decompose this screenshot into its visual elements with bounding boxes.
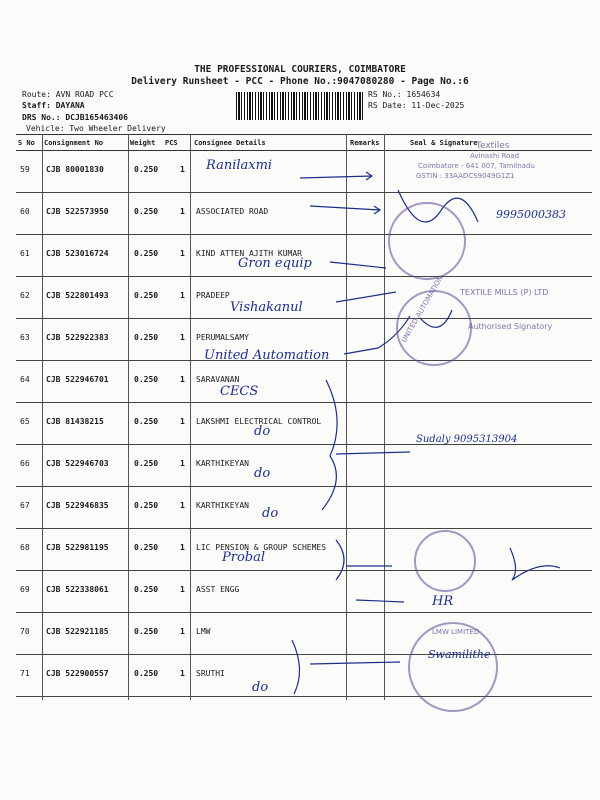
stamp-text: GSTIN : 33AADCS9049G1Z1 <box>416 172 515 180</box>
stamp-text: Textiles <box>476 141 510 151</box>
drs-number: DRS No.: DCJB165463406 <box>22 113 128 122</box>
row-sno: 61 <box>20 249 30 258</box>
row-pcs: 1 <box>180 543 185 552</box>
stamp-text: Authorised Signatory <box>468 322 553 331</box>
col-weight: Weight <box>130 139 156 147</box>
row-consignee: ASST ENGG <box>196 585 240 594</box>
row-sno: 65 <box>20 417 30 426</box>
row-consignment: CJB 522573950 <box>46 207 109 216</box>
row-consignee: SRUTHI <box>196 669 225 678</box>
row-consignee: KARTHIKEYAN <box>196 501 249 510</box>
handwritten-phone: Sudaly 9095313904 <box>416 434 518 445</box>
col-consignment: Consignment No <box>44 139 104 147</box>
row-consignee: PERUMALSAMY <box>196 333 249 342</box>
stamp-text: Avinashi Road <box>470 152 520 160</box>
company-stamp <box>388 202 466 280</box>
staff-label: Staff: DAYANA <box>22 101 85 110</box>
row-weight: 0.250 <box>134 207 159 216</box>
row-sno: 70 <box>20 627 30 636</box>
handwritten-note: Vishakanul <box>230 300 303 315</box>
row-sno: 69 <box>20 585 30 594</box>
handwritten-phone: 9995000383 <box>496 208 566 221</box>
row-weight: 0.250 <box>134 249 159 258</box>
row-pcs: 1 <box>180 459 185 468</box>
handwritten-note: do <box>252 680 269 695</box>
handwritten-note: Probal <box>222 550 266 565</box>
row-consignee: KARTHIKEYAN <box>196 459 249 468</box>
row-weight: 0.250 <box>134 543 159 552</box>
handwritten-note: United Automation <box>204 348 330 363</box>
row-weight: 0.250 <box>134 375 159 384</box>
handwritten-note: Gron equip <box>238 256 312 271</box>
rs-number: RS No.: 1654634 <box>368 90 441 99</box>
row-pcs: 1 <box>180 669 185 678</box>
row-consignment: CJB 522946703 <box>46 459 109 468</box>
row-consignee: PRADEEP <box>196 291 230 300</box>
row-weight: 0.250 <box>134 291 159 300</box>
col-consignee: Consignee Details <box>194 139 266 147</box>
row-pcs: 1 <box>180 333 185 342</box>
handwritten-note: CECS <box>220 384 259 399</box>
row-consignment: CJB 522921185 <box>46 627 109 636</box>
row-weight: 0.250 <box>134 501 159 510</box>
row-weight: 0.250 <box>134 333 159 342</box>
row-pcs: 1 <box>180 207 185 216</box>
col-pcs: PCS <box>165 139 178 147</box>
row-pcs: 1 <box>180 417 185 426</box>
handwritten-note: HR <box>432 594 454 609</box>
row-consignee: KIND ATTEN AJITH KUMAR <box>196 249 302 258</box>
row-consignment: CJB 522981195 <box>46 543 109 552</box>
row-pcs: 1 <box>180 165 185 174</box>
row-pcs: 1 <box>180 585 185 594</box>
row-consignee: LMW <box>196 627 211 636</box>
stamp-text: LMW LIMITED <box>432 628 480 636</box>
col-seal: Seal & Signature <box>410 139 478 147</box>
company-title: THE PROFESSIONAL COURIERS, COIMBATORE <box>194 64 406 75</box>
row-sno: 60 <box>20 207 30 216</box>
row-pcs: 1 <box>180 249 185 258</box>
row-consignment: CJB 523016724 <box>46 249 109 258</box>
runsheet-subtitle: Delivery Runsheet - PCC - Phone No.:9047080280 - Page No.:6 <box>131 76 469 87</box>
row-pcs: 1 <box>180 375 185 384</box>
row-sno: 63 <box>20 333 30 342</box>
row-sno: 71 <box>20 669 30 678</box>
row-consignment: CJB 522922383 <box>46 333 109 342</box>
row-consignment: CJB 80001830 <box>46 165 104 174</box>
row-weight: 0.250 <box>134 459 159 468</box>
row-consignee: SARAVANAN <box>196 375 240 384</box>
col-remarks: Remarks <box>350 139 380 147</box>
round-stamp <box>414 530 476 592</box>
row-consignee: ASSOCIATED ROAD <box>196 207 269 216</box>
stamp-text: UNITED AUTOMATION <box>400 274 445 344</box>
row-sno: 68 <box>20 543 30 552</box>
rs-date: RS Date: 11-Dec-2025 <box>368 101 465 110</box>
row-consignment: CJB 522946701 <box>46 375 109 384</box>
row-consignee: LAKSHMI ELECTRICAL CONTROL <box>196 417 322 426</box>
row-weight: 0.250 <box>134 627 159 636</box>
row-sno: 62 <box>20 291 30 300</box>
row-weight: 0.250 <box>134 417 159 426</box>
handwritten-note: do <box>262 506 279 521</box>
row-consignment: CJB 522801493 <box>46 291 109 300</box>
row-sno: 64 <box>20 375 30 384</box>
row-weight: 0.250 <box>134 669 159 678</box>
row-consignment: CJB 522946835 <box>46 501 109 510</box>
stamp-text: TEXTILE MILLS (P) LTD <box>460 288 549 297</box>
row-consignment: CJB 522338061 <box>46 585 109 594</box>
row-pcs: 1 <box>180 291 185 300</box>
row-sno: 67 <box>20 501 30 510</box>
route-label: Route: AVN ROAD PCC <box>22 90 114 99</box>
vehicle-label: Vehicle: Two Wheeler Delivery <box>26 124 166 133</box>
handwritten-signature: Swamilithe <box>428 648 491 661</box>
row-sno: 59 <box>20 165 30 174</box>
row-consignment: CJB 81438215 <box>46 417 104 426</box>
col-sno: S No <box>18 139 35 147</box>
stamp-text: Coimbatore - 641 007, Tamilnadu <box>418 162 535 170</box>
row-weight: 0.250 <box>134 165 159 174</box>
handwritten-note: do <box>254 424 271 439</box>
row-pcs: 1 <box>180 627 185 636</box>
row-consignment: CJB 522900557 <box>46 669 109 678</box>
row-sno: 66 <box>20 459 30 468</box>
handwritten-note: Ranilaxmi <box>206 158 273 173</box>
handwritten-note: do <box>254 466 271 481</box>
row-pcs: 1 <box>180 501 185 510</box>
row-weight: 0.250 <box>134 585 159 594</box>
row-consignee: LIC PENSION & GROUP SCHEMES <box>196 543 327 552</box>
